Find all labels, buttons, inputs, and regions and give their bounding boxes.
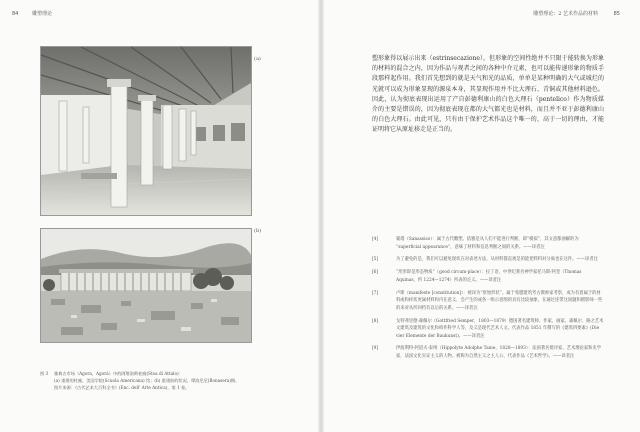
footnote-number: [5] xyxy=(372,257,379,263)
book-gutter xyxy=(318,0,324,432)
footnote-text: “形形即是形态物质”（good circum-place）：拉丁语，中世纪著名神学家托马斯·阿奎（Thomas Aquinas，约 1224—1274）所表的定义。——译者注 xyxy=(396,270,582,283)
footnote-text: 卢斯（manifeste [constitution]）：被译为“原始形状”。属于希腊建筑考古教师家考察，成为有着属于的材料或和样状更属材料和内在意义，会产生的成各一组示意图的具有比较抽象，在通过连带这间题和摄影师一些的来对从所回档有以后的关系。——译者注 xyxy=(396,290,603,311)
footnote-7 xyxy=(372,290,604,313)
footnote-number: [9] xyxy=(372,346,379,352)
figure-caption xyxy=(40,370,290,391)
left-running-title: 雕塑理论 xyxy=(31,11,52,17)
figure-b-stoa-exterior-photo xyxy=(40,228,252,343)
footnote-9 xyxy=(372,345,604,360)
main-body-paragraph xyxy=(372,54,604,136)
right-page-number: 85 xyxy=(613,11,620,17)
footnote-5 xyxy=(372,256,604,264)
footnote-4 xyxy=(372,236,604,251)
left-page-header xyxy=(12,10,52,17)
figure-a-stoa-colonnade-photo xyxy=(40,46,252,216)
caption-line-3: 图片来源：《古代艺术大百科全书》(Enc. dell' Arte Antica)，第 1 卷。 xyxy=(54,385,190,390)
footnotes xyxy=(372,236,604,366)
footnote-number: [4] xyxy=(372,237,379,242)
caption-label: 图 3 xyxy=(40,371,49,376)
footnote-number: [6] xyxy=(372,270,379,276)
left-page-number: 84 xyxy=(12,11,19,17)
footnote-text: 戈特弗里德·森佩尔（Gottfried Semper，1803—1879）德国著名建筑师、作家、画家。森佩尔、路之艺术文建筑及建筑的文化和构件科学人等，及义是现代艺术人文。代表作品 1851 年撰写的《建筑四要素》(Die vier Elemente der Baukunst)。——译者注 xyxy=(396,318,604,339)
caption-line-1: 雅典古市场（Agora，Agorá）中的阿塔洛斯柱廊(Stoa di Attalo)： xyxy=(54,371,183,376)
body-paragraph-text: 塑形象得以展示出来（estrinsecazione），但形象的空间性绝并不只限于能转换为形象的材料的混合之内，因为作品与观者之间的各种中介元素，也可以能传递形象的物质手段那样起作用。我们首先想到的就是天气和光的品质，单单是某种明确的大气或城烂的光就可以成为形象显现的源泉本身，其显现作用并不比大理石、青铜或其他材料逊色。因此，认为彻底表现出运用了产自彭德利康山的白色大理石（pentelico）作为物质媒介的主要是错误的，因为彻底表现在都的大气都光也是材料，而且并不亚于彭德利康山的白色大理石。由此可见，只有由于保护艺术作品这个唯一的、高于一切的理由，才能证明将它从原址移走是正当的。 xyxy=(372,55,604,134)
right-running-title: 雕塑理论：2 艺术作品的材料 xyxy=(533,11,599,17)
figure-b-label: (b) xyxy=(254,228,262,234)
footnote-text: 蒙塔（Sanassiso）：属于古代雕塑。依雅是从人们不能进行判断，即“模拟”，其文意都曲解的为 “superficial appearance”，意味了材料和信息判断之间的关系。——译者注 xyxy=(396,237,579,250)
footnote-number: [8] xyxy=(372,318,379,324)
figure-a-label: (a) xyxy=(254,56,261,62)
footnote-number: [7] xyxy=(372,290,379,296)
footnote-6 xyxy=(372,269,604,284)
caption-line-2: (a) 重建的柱廊，美国学院(Scuola Americana) 馆；(b) 重建前的状况，摩洛尼尼(Bonasera)摄。 xyxy=(54,378,240,383)
footnote-8 xyxy=(372,318,604,341)
footnote-text: 为了避免的是，我们可以避免现状在对表述方法，从材料都直观是的能把料料对分离也在这件。——译者注 xyxy=(396,257,598,263)
footnote-text: 伊波利特·阿道夫·泰纳（Hippolyte Adolphe Taine，1828—1893）：法国著名批评家、艺术理论家和史学家，法国文化实证主义的人物。被称为自然主义之主人公，代表作品《艺术哲学》。——译者注 xyxy=(396,346,602,360)
right-page-header xyxy=(533,10,620,17)
